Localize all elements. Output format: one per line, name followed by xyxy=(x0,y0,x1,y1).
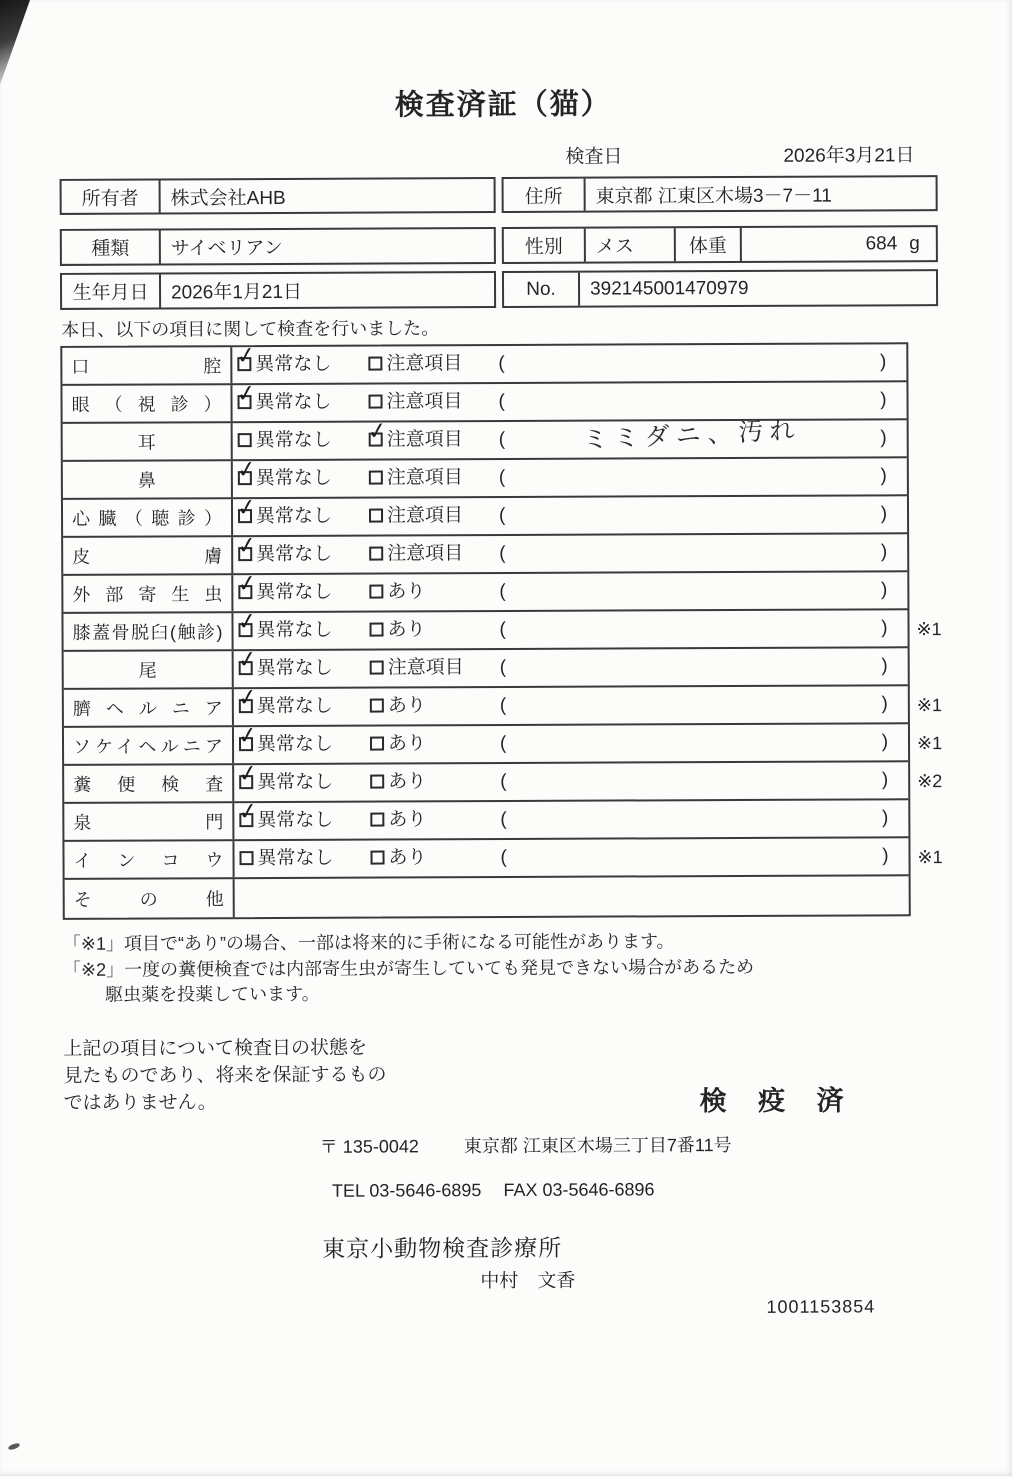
exam-row-content xyxy=(233,496,907,535)
exam-row-content xyxy=(233,534,907,573)
checkmark-icon: ✓ xyxy=(237,761,259,787)
note-paren-close: ) xyxy=(881,534,887,570)
weight-label: 体重 xyxy=(676,228,742,261)
exam-item-cell xyxy=(63,423,233,460)
note-paren-close: ) xyxy=(880,344,886,380)
option-no-abnormality-label: 異常なし xyxy=(256,430,332,451)
option-finding-label: 注意項目 xyxy=(386,353,462,374)
exam-row xyxy=(63,534,907,576)
option-no-abnormality-label: 異常なし xyxy=(257,696,333,717)
note-paren-close: ) xyxy=(882,838,888,874)
checkbox-finding xyxy=(370,775,384,789)
option-finding-label: あり xyxy=(388,809,426,830)
breed-label: 種類 xyxy=(62,231,161,264)
checkbox-no-abnormality xyxy=(238,509,252,523)
note-paren-open: ( xyxy=(498,384,504,420)
option-no-abnormality-label: 異常なし xyxy=(257,772,333,793)
exam-row xyxy=(63,610,907,652)
checkbox-no-abnormality xyxy=(238,433,252,447)
note-paren-close: ) xyxy=(882,724,888,760)
exam-item-cell xyxy=(62,385,232,422)
exam-row-content xyxy=(234,686,908,725)
weight-unit: g xyxy=(909,233,920,255)
exam-row-content xyxy=(234,648,908,687)
option-finding xyxy=(370,802,426,838)
exam-row-content xyxy=(233,420,907,459)
note-paren-open: ( xyxy=(499,422,505,458)
exam-row-content xyxy=(232,344,906,383)
note-paren-close: ) xyxy=(881,648,887,684)
checkmark-icon: ✓ xyxy=(235,343,257,369)
option-no-abnormality-label: 異常なし xyxy=(256,544,332,565)
option-finding xyxy=(369,422,463,458)
checkbox-no-abnormality xyxy=(238,471,252,485)
checkbox-finding xyxy=(369,395,383,409)
checkbox-no-abnormality xyxy=(238,395,252,409)
exam-item-cell xyxy=(63,499,233,536)
note-paren-open: ( xyxy=(498,346,504,382)
sex-value: メス xyxy=(586,228,676,261)
exam-row-content xyxy=(233,458,907,497)
note-paren-open: ( xyxy=(499,612,505,648)
exam-row xyxy=(62,344,906,386)
exam-item-label: 泉門 xyxy=(73,808,223,835)
option-finding-label: 注意項目 xyxy=(388,657,464,678)
note-paren-close: ) xyxy=(882,800,888,836)
checkbox-finding xyxy=(369,471,383,485)
note-paren-close: ) xyxy=(881,686,887,722)
exam-item-label: 外部寄生虫 xyxy=(72,580,222,607)
clinic-tel: TEL 03-5646-6895 xyxy=(332,1180,482,1202)
checkmark-icon: ✓ xyxy=(235,495,257,521)
option-no-abnormality-label: 異常なし xyxy=(257,658,333,679)
note-paren-open: ( xyxy=(499,574,505,610)
exam-item-label: 口腔 xyxy=(71,352,221,379)
checkmark-icon: ✓ xyxy=(237,799,259,825)
option-no-abnormality-label: 異常なし xyxy=(256,582,332,603)
checkmark-icon: ✓ xyxy=(236,609,258,635)
exam-item-label: 尾 xyxy=(73,656,223,683)
checkmark-icon: ✓ xyxy=(235,381,257,407)
option-no-abnormality xyxy=(239,651,333,687)
option-no-abnormality xyxy=(238,461,332,497)
note-paren-close: ) xyxy=(881,610,887,646)
checkmark-icon: ✓ xyxy=(235,457,257,483)
option-finding xyxy=(370,840,426,876)
note-paren-open: ( xyxy=(499,536,505,572)
checkbox-finding xyxy=(370,813,384,827)
exam-item-label: 耳 xyxy=(72,428,222,455)
checkbox-no-abnormality xyxy=(238,547,252,561)
option-no-abnormality xyxy=(238,575,332,611)
checkbox-no-abnormality xyxy=(239,737,253,751)
option-no-abnormality xyxy=(237,385,331,421)
no-label: No. xyxy=(504,273,580,306)
exam-item-cell xyxy=(63,461,233,498)
option-no-abnormality xyxy=(238,613,332,649)
address-label: 住所 xyxy=(504,179,586,211)
checkbox-no-abnormality xyxy=(238,585,252,599)
intro-text: 本日、以下の項目に関して検査を行いました。 xyxy=(61,314,439,342)
checkbox-finding xyxy=(370,699,384,713)
exam-row xyxy=(63,496,907,538)
checkbox-no-abnormality xyxy=(239,851,253,865)
exam-row-content xyxy=(232,382,906,421)
option-finding-label: あり xyxy=(388,771,426,792)
option-finding-label: あり xyxy=(388,733,426,754)
exam-row xyxy=(64,648,908,690)
checkmark-icon: ✓ xyxy=(236,685,258,711)
breed-value: サイベリアン xyxy=(161,229,494,263)
option-finding xyxy=(370,650,464,686)
weight-value: 684 xyxy=(866,233,898,255)
checkbox-finding xyxy=(369,623,383,637)
footnote-mark: ※2 xyxy=(917,762,977,800)
footnote-mark: ※1 xyxy=(917,838,977,876)
exam-item-label: 心臓（聴診） xyxy=(72,504,222,531)
checkmark-icon: ✓ xyxy=(236,533,258,559)
exam-row-content xyxy=(234,838,908,877)
option-finding-label: 注意項目 xyxy=(387,429,463,450)
note-paren-open: ( xyxy=(500,650,506,686)
clinic-name: 東京小動物検査診療所 xyxy=(322,1230,562,1264)
note-paren-open: ( xyxy=(499,498,505,534)
note-paren-open: ( xyxy=(500,688,506,724)
checkbox-no-abnormality xyxy=(237,357,251,371)
option-finding xyxy=(369,574,425,610)
option-no-abnormality xyxy=(239,765,333,801)
checkmark-icon: ✓ xyxy=(236,723,258,749)
option-no-abnormality xyxy=(239,841,333,877)
checkbox-no-abnormality xyxy=(239,813,253,827)
disclaimer xyxy=(63,1035,386,1117)
note-paren-open: ( xyxy=(500,840,506,876)
exam-item-cell xyxy=(64,651,234,688)
option-no-abnormality xyxy=(239,689,333,725)
note-paren-open: ( xyxy=(500,726,506,762)
note-paren-close: ) xyxy=(880,458,886,494)
exam-item-cell xyxy=(62,347,232,384)
option-no-abnormality-label: 異常なし xyxy=(257,848,333,869)
clinic-tel-line xyxy=(332,1179,655,1201)
checkbox-finding xyxy=(370,737,384,751)
inspection-date-value: 2026年3月21日 xyxy=(783,140,914,168)
exam-item-label: 膝蓋骨脱臼(触診) xyxy=(72,618,222,645)
exam-row xyxy=(63,420,907,462)
quarantine-stamp: 検 疫 済 xyxy=(699,1078,855,1118)
exam-item-label: ソケイヘルニア xyxy=(73,732,223,759)
option-no-abnormality xyxy=(238,537,332,573)
option-finding-label: 注意項目 xyxy=(387,505,463,526)
option-finding-label: 注意項目 xyxy=(386,391,462,412)
weight-cell xyxy=(742,227,936,261)
footnote-mark: ※1 xyxy=(917,724,977,762)
exam-row-content xyxy=(235,876,909,917)
exam-item-cell xyxy=(64,727,234,764)
option-no-abnormality-label: 異常なし xyxy=(255,392,331,413)
exam-table xyxy=(60,342,910,920)
exam-item-cell xyxy=(65,879,235,918)
option-no-abnormality-label: 異常なし xyxy=(256,620,332,641)
address-value: 東京都 江東区木場3－7－11 xyxy=(586,177,936,211)
exam-item-cell xyxy=(63,537,233,574)
exam-row xyxy=(63,572,907,614)
no-box xyxy=(502,269,938,308)
owner-box xyxy=(60,177,496,215)
exam-row-content xyxy=(233,610,907,649)
exam-item-label: 皮膚 xyxy=(72,542,222,569)
option-no-abnormality xyxy=(238,499,332,535)
note-paren-close: ) xyxy=(880,382,886,418)
option-finding xyxy=(369,460,463,496)
checkbox-finding xyxy=(369,547,383,561)
option-finding xyxy=(368,346,462,382)
birthdate-value: 2026年1月21日 xyxy=(161,273,494,307)
exam-item-cell xyxy=(63,575,233,612)
exam-item-cell xyxy=(64,765,234,802)
option-no-abnormality xyxy=(238,423,332,459)
footnote-mark: ※1 xyxy=(916,610,976,648)
option-no-abnormality-label: 異常なし xyxy=(257,810,333,831)
exam-row xyxy=(64,724,908,766)
footnote-1: 「※1」項目で“あり”の場合、一部は将来的に手術になる可能性があります。 xyxy=(63,927,675,956)
option-finding xyxy=(368,384,462,420)
option-no-abnormality-label: 異常なし xyxy=(256,506,332,527)
note-paren-close: ) xyxy=(882,762,888,798)
option-finding xyxy=(370,688,426,724)
option-finding xyxy=(370,726,426,762)
owner-value: 株式会社AHB xyxy=(161,179,494,212)
option-finding-label: 注意項目 xyxy=(387,543,463,564)
footnote-2-line2: 駆虫薬を投薬しています。 xyxy=(105,980,320,1007)
option-finding xyxy=(369,498,463,534)
breed-box xyxy=(60,227,496,266)
option-finding xyxy=(369,536,463,572)
birthdate-box xyxy=(60,271,496,310)
exam-item-cell xyxy=(63,613,233,650)
address-box xyxy=(502,175,938,213)
clinic-person: 中村 文香 xyxy=(480,1266,575,1293)
note-paren-close: ) xyxy=(881,496,887,532)
checkbox-no-abnormality xyxy=(238,623,252,637)
exam-item-label: 臍ヘルニア xyxy=(73,694,223,721)
exam-item-label: インコウ xyxy=(73,846,223,873)
option-finding-label: あり xyxy=(387,619,425,640)
option-no-abnormality-label: 異常なし xyxy=(256,468,332,489)
exam-row xyxy=(64,686,908,728)
exam-item-label: 鼻 xyxy=(72,466,222,493)
checkbox-finding xyxy=(370,851,384,865)
sex-label: 性別 xyxy=(504,229,586,262)
exam-row-content xyxy=(234,724,908,763)
checkmark-icon: ✓ xyxy=(236,647,258,673)
option-no-abnormality xyxy=(239,727,333,763)
option-finding xyxy=(369,612,425,648)
checkbox-finding xyxy=(370,661,384,675)
option-finding-label: あり xyxy=(387,581,425,602)
clinic-postal-code: 〒 135-0042 xyxy=(320,1132,419,1158)
owner-label: 所有者 xyxy=(62,181,161,213)
checkbox-finding xyxy=(369,509,383,523)
exam-row-content xyxy=(234,800,908,839)
document-title: 検査済証（猫） xyxy=(0,80,1009,125)
checkbox-no-abnormality xyxy=(239,775,253,789)
exam-row xyxy=(64,838,908,880)
no-value: 392145001470979 xyxy=(580,271,936,306)
exam-row xyxy=(64,762,908,804)
option-finding-label: 注意項目 xyxy=(387,467,463,488)
sex-weight-box xyxy=(502,225,938,264)
exam-item-label: 糞便検査 xyxy=(73,770,223,797)
exam-item-label: その他 xyxy=(74,885,224,912)
disclaimer-line-3: ではありません。 xyxy=(64,1089,387,1117)
option-no-abnormality xyxy=(237,347,331,383)
option-finding-label: あり xyxy=(388,847,426,868)
note-paren-close: ) xyxy=(880,420,886,456)
exam-row xyxy=(65,876,909,918)
checkbox-no-abnormality xyxy=(239,661,253,675)
checkbox-finding xyxy=(369,585,383,599)
clinic-postal-line xyxy=(320,1131,732,1159)
checkbox-no-abnormality xyxy=(239,699,253,713)
handwritten-note: ミミダニ、汚れ xyxy=(582,412,801,458)
checkmark-icon: ✓ xyxy=(236,571,258,597)
exam-row-content xyxy=(234,762,908,801)
checkbox-finding xyxy=(369,433,383,447)
clinic-fax: FAX 03-5646-6896 xyxy=(503,1179,654,1201)
exam-row-content xyxy=(233,572,907,611)
note-paren-open: ( xyxy=(499,460,505,496)
exam-item-cell xyxy=(64,803,234,840)
note-paren-close: ) xyxy=(881,572,887,608)
note-paren-open: ( xyxy=(500,764,506,800)
option-no-abnormality-label: 異常なし xyxy=(257,734,333,755)
footnote-2: 「※2」一度の糞便検査では内部寄生虫が寄生していても発見できない場合があるため xyxy=(63,953,754,982)
exam-item-label: 眼（視診） xyxy=(71,390,221,417)
option-no-abnormality xyxy=(239,803,333,839)
clinic-address: 東京都 江東区木場三丁目7番11号 xyxy=(464,1131,732,1158)
footnote-mark: ※1 xyxy=(917,686,977,724)
inspection-date-label: 検査日 xyxy=(565,141,622,168)
birthdate-label: 生年月日 xyxy=(62,275,161,308)
checkmark-icon: ✓ xyxy=(366,418,388,444)
checkbox-finding xyxy=(368,357,382,371)
option-finding-label: あり xyxy=(388,695,426,716)
serial-number: 1001153854 xyxy=(766,1296,875,1317)
option-finding xyxy=(370,764,426,800)
disclaimer-line-1: 上記の項目について検査日の状態を xyxy=(63,1035,386,1063)
exam-item-cell xyxy=(64,841,234,878)
option-no-abnormality-label: 異常なし xyxy=(255,354,331,375)
note-paren-open: ( xyxy=(500,802,506,838)
exam-row xyxy=(63,458,907,500)
exam-item-cell xyxy=(64,689,234,726)
disclaimer-line-2: 見たものであり、将来を保証するもの xyxy=(63,1062,386,1090)
exam-row xyxy=(64,800,908,842)
